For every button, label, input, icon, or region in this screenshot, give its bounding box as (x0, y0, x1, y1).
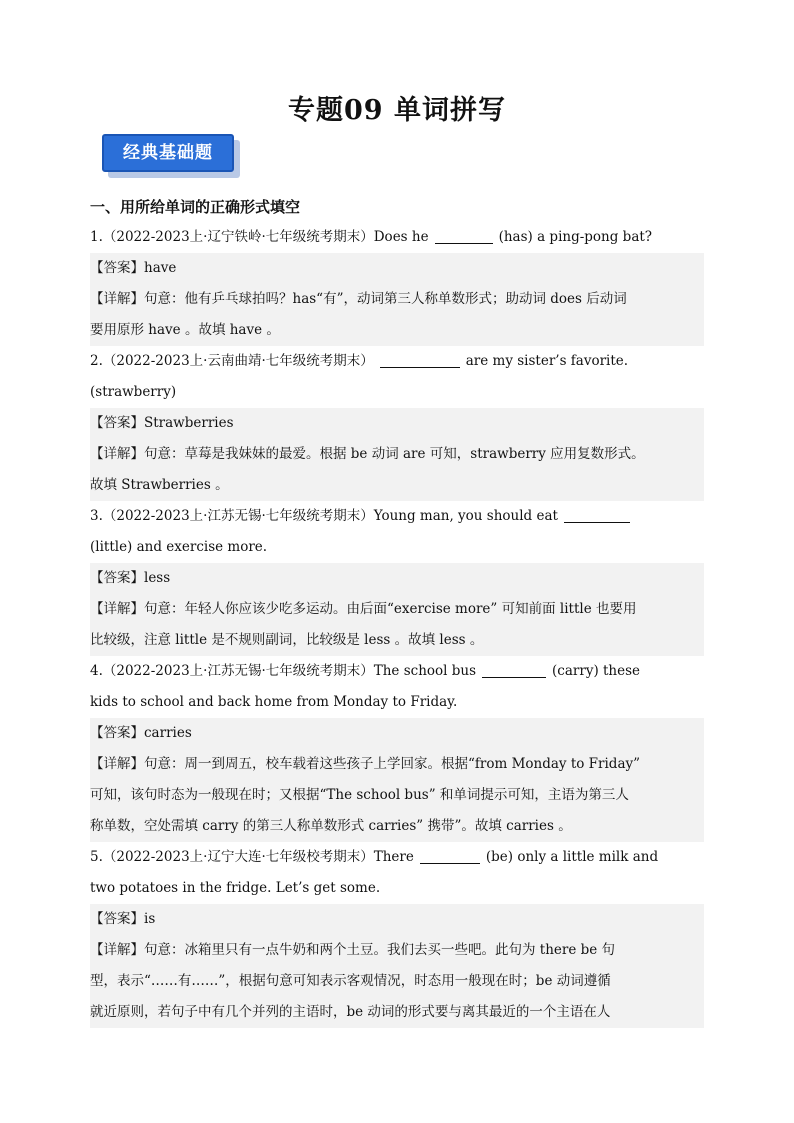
question-5 (90, 842, 704, 873)
question-text: 2.（2022-2023上·云南曲靖·七年级统考期末） (90, 353, 374, 369)
question-text-line: (strawberry) (90, 384, 177, 400)
question-text: 4.（2022-2023上·江苏无锡·七年级统考期末）The school bus (90, 663, 477, 679)
question-text-line: kids to school and back home from Monday to Friday. (90, 694, 458, 710)
explanation-line: 型，表示“……有……”，根据句意可知表示客观情况，时态用一般现在时；be 动词遵循 (90, 966, 704, 997)
answer-blank (564, 507, 630, 523)
question-text: 3.（2022-2023上·江苏无锡·七年级统考期末）Young man, you should eat (90, 508, 558, 524)
question-text-line: two potatoes in the fridge. Let’s get some. (90, 880, 381, 896)
question-text: (carry) these (552, 663, 641, 679)
question-text-line: (little) and exercise more. (90, 539, 268, 555)
explanation-line: 【详解】句意：年轻人你应该少吃多运动。由后面“exercise more” 可知前面 little 也要用 (90, 594, 704, 625)
answer-line: 【答案】less (90, 563, 704, 594)
explanation-line: 可知，该句时态为一般现在时；又根据“The school bus” 和单词提示可知，主语为第三人 (90, 780, 704, 811)
answer-blank (435, 228, 493, 244)
answer-line: 【答案】carries (90, 718, 704, 749)
explanation-line: 要用原形 have 。故填 have 。 (90, 315, 704, 346)
page-title: 专题09 单词拼写 (288, 95, 506, 126)
answer-line: 【答案】Strawberries (90, 408, 704, 439)
badge-label: 经典基础题 (123, 143, 213, 163)
explanation-line: 就近原则，若句子中有几个并列的主语时，be 动词的形式要与离其最近的一个主语在人 (90, 997, 704, 1028)
answer-line: 【答案】have (90, 253, 704, 284)
answer-line: 【答案】is (90, 904, 704, 935)
question-4 (90, 656, 704, 687)
answer-blank (482, 662, 546, 678)
question-text: are my sister’s favorite. (465, 353, 629, 369)
explanation-line: 比较级，注意 little 是不规则副词，比较级是 less 。故填 less 。 (90, 625, 704, 656)
question-2 (90, 346, 704, 377)
question-3 (90, 501, 704, 532)
explanation-line: 称单数，空处需填 carry 的第三人称单数形式 carries” 携带”。故填 carries 。 (90, 811, 704, 842)
section-heading: 一、用所给单词的正确形式填空 (90, 198, 301, 216)
section-badge (102, 134, 242, 180)
explanation-line: 【详解】句意：冰箱里只有一点牛奶和两个土豆。我们去买一些吧。此句为 there be 句 (90, 935, 704, 966)
question-text: (be) only a little milk and (485, 849, 659, 865)
explanation-line: 故填 Strawberries 。 (90, 470, 704, 501)
explanation-line: 【详解】句意：周一到周五，校车载着这些孩子上学回家。根据“from Monday to Friday” (90, 749, 704, 780)
explanation-line: 【详解】句意：他有乒乓球拍吗？has“有”，动词第三人称单数形式；助动词 does 后动词 (90, 284, 704, 315)
question-text: (has) a ping-pong bat? (498, 229, 653, 245)
question-list (90, 222, 704, 1028)
answer-blank (420, 848, 480, 864)
question-1 (90, 222, 704, 253)
explanation-line: 【详解】句意：草莓是我妹妹的最爱。根据 be 动词 are 可知，strawberry 应用复数形式。 (90, 439, 704, 470)
question-text: 1.（2022-2023上·辽宁铁岭·七年级统考期末）Does he (90, 229, 429, 245)
answer-blank (380, 352, 460, 368)
question-text: 5.（2022-2023上·辽宁大连·七年级校考期末）There (90, 849, 414, 865)
